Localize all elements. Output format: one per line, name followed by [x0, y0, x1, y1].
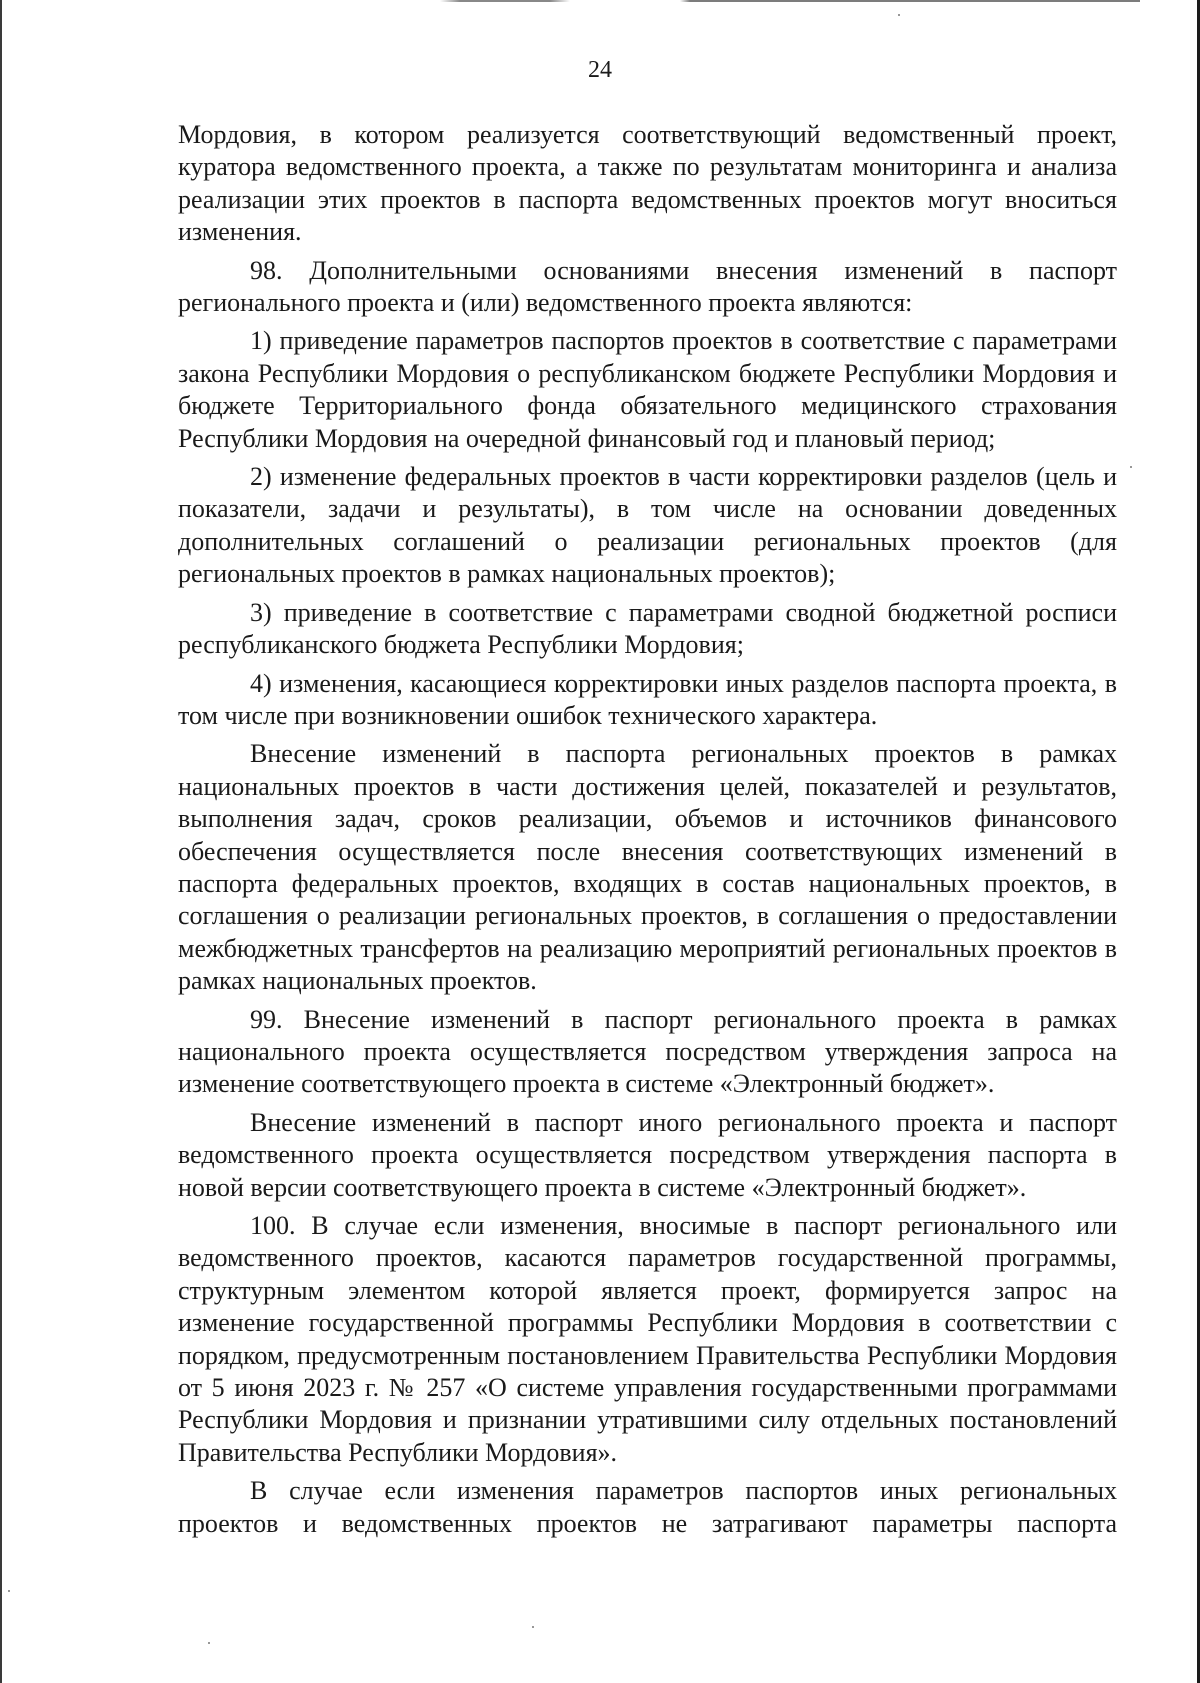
- paragraph-98-item-1: 1) приведение параметров паспортов проектов в соответствие с параметрами закона Республики Мордовия о республиканском бюджете Республики Мордовия и бюджете Территориального фонда обязательного медицинского страхования Республики Мордовия на очередной финансовый год и плановый период;: [178, 326, 1117, 453]
- scan-edge-top: [440, 0, 1140, 2]
- paragraph-continuation: Мордовия, в котором реализуется соответствующий ведомственный проект, куратора ведомственного проекта, а также по результатам мониторинга и анализа реализации этих проектов в паспорта ведомственных проектов могут вноситься изменения.: [178, 120, 1117, 247]
- paragraph-98-item-3: 3) приведение в соответствие с параметрами сводной бюджетной росписи республиканского бюджета Республики Мордовия;: [178, 597, 1117, 660]
- paragraph-100-continued: В случае если изменения параметров паспортов иных региональных проектов и ведомственных проектов не затрагивают параметры паспорта: [178, 1476, 1117, 1538]
- scan-speck: [1130, 466, 1132, 468]
- paragraph-98-item-2: 2) изменение федеральных проектов в части корректировки разделов (цель и показатели, задачи и результаты), в том числе на основании доведенных дополнительных соглашений о реализации региональных проектов (для региональных проектов в рамках национальных проектов);: [178, 462, 1117, 589]
- scan-speck: [208, 1642, 210, 1644]
- document-body: [178, 119, 1117, 1540]
- paragraph-99: 99. Внесение изменений в паспорт регионального проекта в рамках национального проекта осуществляется посредством утверждения запроса на изменение соответствующего проекта в системе «Электронный бюджет».: [178, 1004, 1117, 1099]
- scan-speck: [532, 1626, 534, 1628]
- scan-speck: [8, 1590, 10, 1592]
- scan-speck: [898, 14, 900, 16]
- scan-edge-left: [0, 0, 2, 1683]
- paragraph-98: 98. Дополнительными основаниями внесения изменений в паспорт регионального проекта и (или) ведомственного проекта являются:: [178, 255, 1117, 318]
- page-number: 24: [588, 57, 612, 83]
- paragraph-amendments-national: Внесение изменений в паспорта региональных проектов в рамках национальных проектов в части достижения целей, показателей и результатов, выполнения задач, сроков реализации, объемов и источников финансового обеспечения осуществляется после внесения соответствующих изменений в паспорта федеральных проектов, входящих в состав национальных проектов, в соглашения о реализации региональных проектов, в соглашения о предоставлении межбюджетных трансфертов на реализацию мероприятий региональных проектов в рамках национальных проектов.: [178, 739, 1117, 996]
- paragraph-99-other-projects: Внесение изменений в паспорт иного регионального проекта и паспорт ведомственного проекта осуществляется посредством утверждения паспорта в новой версии соответствующего проекта в системе «Электронный бюджет».: [178, 1107, 1117, 1202]
- paragraph-98-item-4: 4) изменения, касающиеся корректировки иных разделов паспорта проекта, в том числе при возникновении ошибок технического характера.: [178, 668, 1117, 730]
- paragraph-100: 100. В случае если изменения, вносимые в паспорт регионального или ведомственного проектов, касаются параметров государственной программы, структурным элементом которой является проект, формируется запрос на изменение государственной программы Республики Мордовия в соответствии с порядком, предусмотренным постановлением Правительства Республики Мордовия от 5 июня 2023 г. № 257 «О системе управления государственными программами Республики Мордовия и признании утратившими силу отдельных постановлений Правительства Республики Мордовия».: [178, 1211, 1117, 1467]
